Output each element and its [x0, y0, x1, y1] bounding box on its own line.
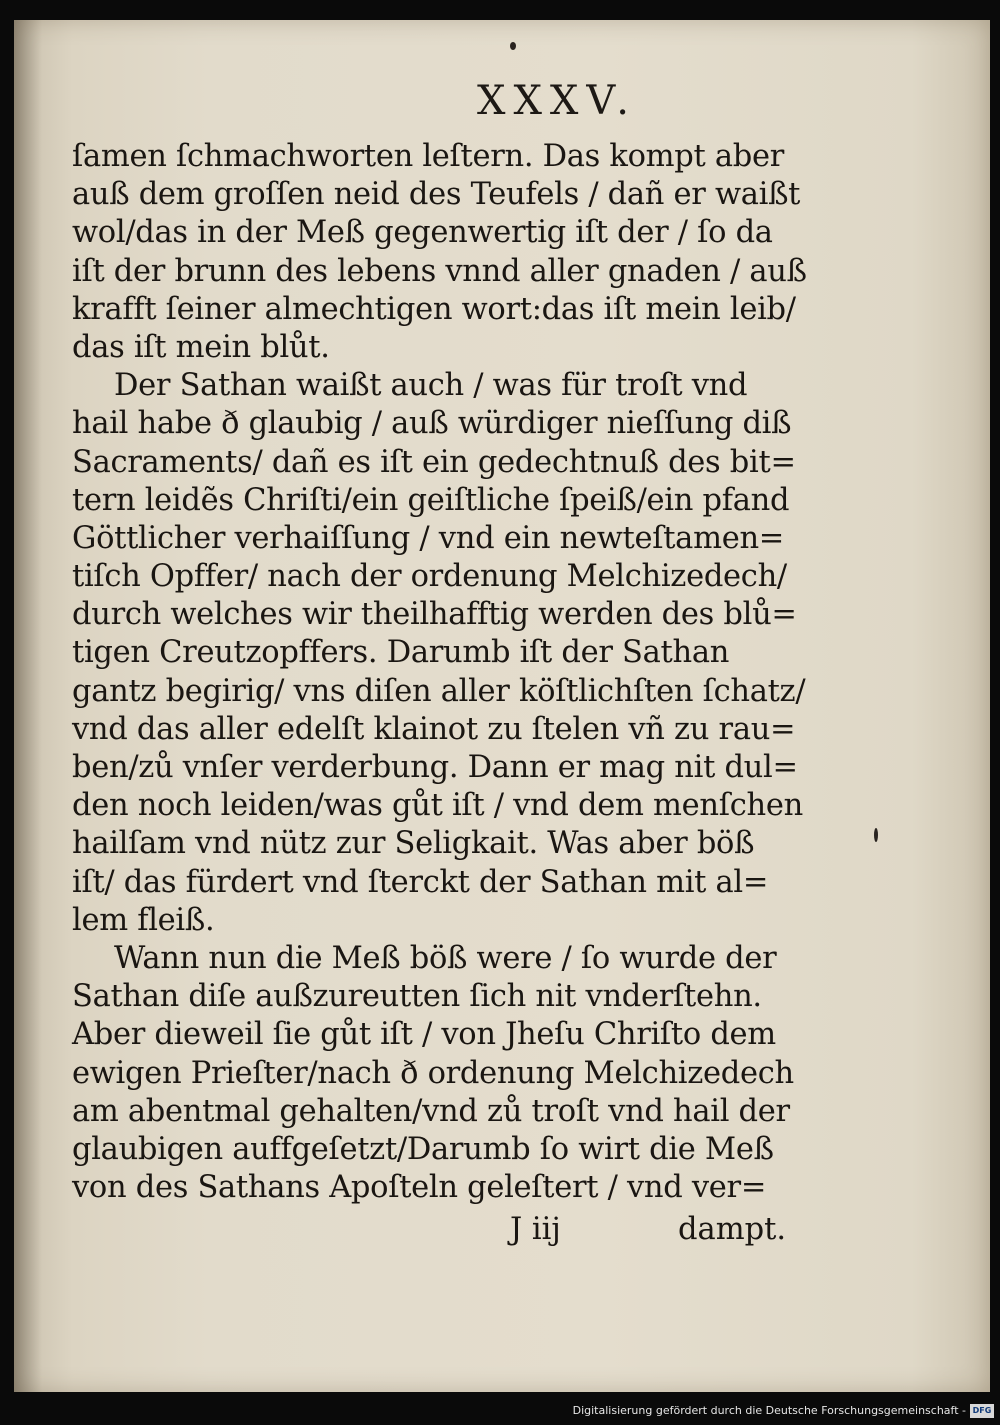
text-line: iſt/ das fürdert vnd ſterckt der Sathan mit al=: [72, 864, 769, 900]
funding-credit: Digitalisierung gefördert durch die Deutsche Forschungsgemeinschaft -: [572, 1404, 966, 1417]
text-line: Sacraments/ dañ es iſt ein gedechtnuß des bit=: [72, 444, 796, 480]
text-line: von des Sathans Apoſteln geleſtert / vnd ver=: [72, 1170, 767, 1206]
text-line: vnd das aller edelſt klainot zu ſtelen vñ zu rau=: [72, 711, 796, 747]
catchword: dampt.: [678, 1212, 787, 1247]
text-line: ewigen Prieſter/nach ð ordenung Melchizedech: [72, 1055, 794, 1091]
text-line: Wann nun die Meß böß were / ſo wurde der: [114, 940, 777, 976]
book-page: [14, 20, 990, 1392]
text-line: krafft ſeiner almechtigen wort:das iſt mein leib/: [72, 291, 796, 327]
text-line: ſamen ſchmachworten leſtern. Das kompt aber: [72, 139, 784, 174]
text-line: hail habe ð glaubig / auß würdiger nieſſung diß: [72, 406, 792, 442]
text-line: auß dem groſſen neid des Teufels / dañ er waißt: [72, 177, 801, 213]
text-line: den noch leiden/was gůt iſt / vnd dem menſchen: [72, 788, 803, 824]
text-line: durch welches wir theilhafftig werden des blů=: [72, 597, 797, 633]
page-foot: [72, 1212, 792, 1252]
text-line: tigen Creutzopffers. Darumb iſt der Sathan: [72, 635, 730, 671]
text-line: tern leidẽs Chriſti/ein geiſtliche ſpeiß/ein pfand: [72, 482, 790, 518]
text-line: am abentmal gehalten/vnd zů troſt vnd hail der: [72, 1093, 790, 1129]
text-line: tiſch Opffer/ nach der ordenung Melchizedech/: [72, 559, 787, 595]
gutter-shadow: [14, 20, 42, 1392]
text-line: gantz begirig/ vns diſen aller köſtlichſten ſchatz/: [72, 673, 806, 709]
ink-speck: [874, 828, 878, 842]
folio-number: XXXV.: [476, 78, 638, 124]
ink-speck: [510, 42, 516, 50]
footer-bar: [0, 1400, 1000, 1425]
text-line: ben/zů vnſer verderbung. Dann er mag nit dul=: [72, 750, 798, 785]
text-line: Der Sathan waißt auch / was für troſt vnd: [114, 368, 748, 404]
text-line: wol/das in der Meß gegenwertig iſt der / ſo da: [72, 215, 773, 251]
text-line: Aber dieweil ſie gůt iſt / von Jheſu Chriſto dem: [72, 1017, 776, 1053]
signature-mark: J iij: [510, 1212, 561, 1247]
text-line: das iſt mein blůt.: [72, 329, 330, 365]
text-line: glaubigen auffgeſetzt/Darumb ſo wirt die Meß: [72, 1131, 774, 1167]
text-line: Sathan diſe außzureutten ſich nit vnderſtehn.: [72, 979, 762, 1015]
text-line: iſt der brunn des lebens vnnd aller gnaden / auß: [72, 253, 807, 289]
text-line: Göttlicher verhaiſſung / vnd ein newteſtamen=: [72, 520, 785, 556]
text-line: hailſam vnd nütz zur Seligkait. Was aber böß: [72, 826, 755, 862]
text-line: lem fleiß.: [72, 902, 215, 938]
body-text: [72, 138, 807, 1207]
dfg-logo: DFG: [970, 1404, 994, 1418]
